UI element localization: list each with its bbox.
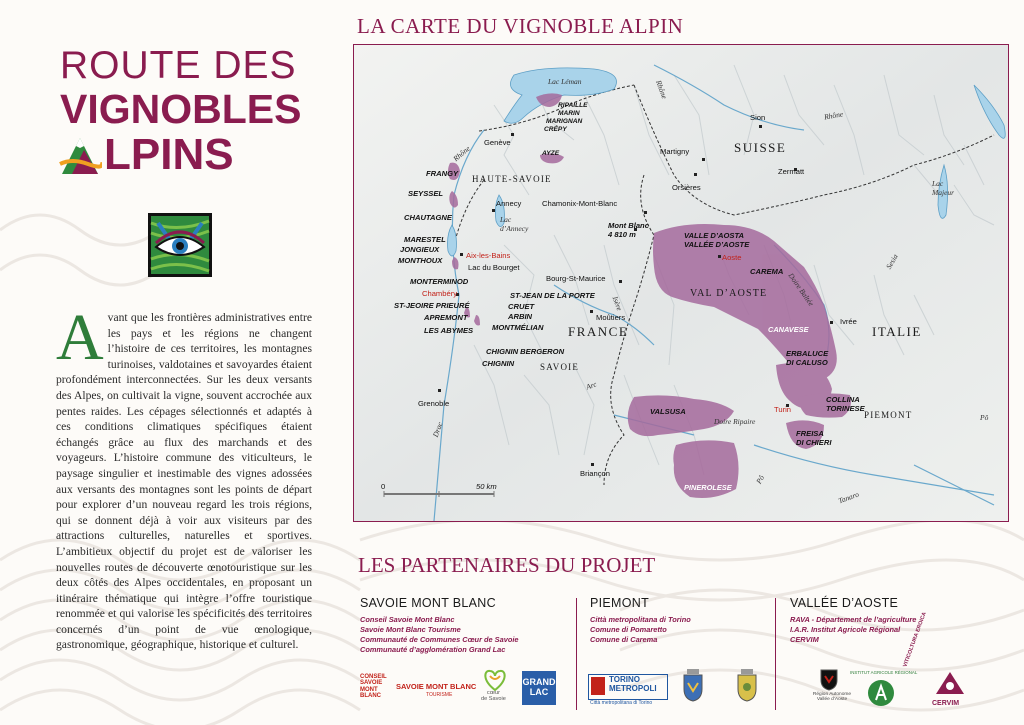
river-po-2: Pô xyxy=(754,473,767,486)
town-martigny: Martigny xyxy=(660,147,690,156)
region-savoie: SAVOIE xyxy=(540,362,580,372)
iar-logo-icon xyxy=(866,678,896,708)
wine-chignin: CHIGNIN xyxy=(482,359,515,368)
partner-item: Comune di Pomaretto xyxy=(590,625,667,634)
region-france: FRANCE xyxy=(568,324,629,339)
town-annecy: Annecy xyxy=(496,199,522,208)
carema-crest-icon xyxy=(734,667,760,703)
wine-erbaluce: ERBALUCE DI CALUSO xyxy=(786,349,829,367)
wine-chautagne: CHAUTAGNE xyxy=(404,213,452,222)
logo-viticoltura-eroica: VITICOLTURA EROICA xyxy=(902,611,928,668)
pomaretto-crest-icon xyxy=(680,667,706,703)
title-line-2: VIGNOBLES xyxy=(60,86,302,132)
wine-st-jeoire-prieure: ST-JEOIRE PRIEURÉ xyxy=(394,301,470,310)
river-po-1: Pô xyxy=(980,413,989,422)
title-line-3: LPINS xyxy=(104,130,234,179)
town-chamonix: Chamonix-Mont-Blanc xyxy=(542,199,618,208)
logo-grand-lac: GRAND LAC xyxy=(522,671,556,705)
town-turin: Turin xyxy=(774,405,792,414)
wine-canavese: CANAVESE xyxy=(768,325,809,334)
logo-region-vallee-aoste: Région Autonome Vallée d’Aoste xyxy=(812,692,852,703)
wine-jongieux: JONGIEUX xyxy=(400,245,440,254)
wine-arbin: ARBIN xyxy=(508,312,533,321)
river-doire-baltee: Doire Baltée xyxy=(786,271,816,308)
region-val-daoste: VAL D’AOSTE xyxy=(690,288,768,299)
wine-marignan: MARIGNAN xyxy=(546,118,583,125)
wine-pinerolese: PINEROLESE xyxy=(684,483,732,492)
logo-torino-metropoli xyxy=(588,674,668,700)
logo-coeur-de-savoie: cœur de Savoie xyxy=(481,690,506,702)
wine-marestel: MARESTEL xyxy=(404,235,446,244)
region-suisse: SUISSE xyxy=(734,140,787,155)
wine-st-jean-de-la-porte: ST-JEAN DE LA PORTE xyxy=(510,291,595,300)
wine-chignin-bergeron: CHIGNIN BERGERON xyxy=(486,347,565,356)
partner-item: CERVIM xyxy=(790,635,819,644)
wine-monterminod: MONTERMINOD xyxy=(410,277,469,286)
wine-frangy: FRANGY xyxy=(426,169,459,178)
scale-50km: 50 km xyxy=(476,482,497,491)
river-tanaro: Tanaro xyxy=(837,489,861,506)
eye-logo-icon xyxy=(148,213,212,277)
wine-vallee-aosta: VALLE D’AOSTA VALLÉE D’AOSTE xyxy=(684,231,750,249)
partners-divider-2 xyxy=(775,598,776,710)
town-ivree: Ivrée xyxy=(840,317,857,326)
logo-conseil-savoie-mont-blanc: CONSEIL SAVOIE MONT BLANC xyxy=(360,674,387,700)
torino-metropoli-label: TORINO METROPOLI xyxy=(609,675,657,693)
vallee-aoste-crest-icon xyxy=(818,666,840,692)
partner-item: I.A.R. Institut Agricole Régional xyxy=(790,625,901,634)
town-bourg-st-maurice: Bourg-St-Maurice xyxy=(546,274,606,283)
logo-savoie-mont-blanc-tourisme: SAVOIE MONT BLANC xyxy=(396,682,477,691)
town-chambery: Chambéry xyxy=(422,289,458,298)
intro-text xyxy=(56,301,312,653)
town-sion: Sion xyxy=(750,113,766,122)
partner-item: Comune di Carema xyxy=(590,635,658,644)
lake-leman-label: Lac Léman xyxy=(548,77,582,86)
lake-majeur-label: Lac Majeur xyxy=(932,179,955,197)
torino-shield-icon xyxy=(591,677,605,695)
scale-zero: 0 xyxy=(381,482,386,491)
partners-piemont xyxy=(590,596,691,645)
partners-savoie-heading: SAVOIE MONT BLANC xyxy=(360,596,496,610)
mont-blanc-label: Mont Blanc 4 810 m xyxy=(608,221,649,239)
mountain-logo-icon xyxy=(58,134,102,178)
town-briancon: Briançon xyxy=(580,469,610,478)
river-drac: Drac xyxy=(430,420,445,439)
alpine-vineyard-map xyxy=(353,44,1009,522)
logo-smb-tourisme-sub: TOURISME xyxy=(426,692,453,698)
region-italie: ITALIE xyxy=(872,324,922,339)
partners-piemont-heading: PIEMONT xyxy=(590,596,650,610)
heart-logo-icon xyxy=(480,668,510,692)
logo-iar-label: INSTITUT AGRICOLE RÉGIONAL xyxy=(850,670,918,675)
wine-ripaille: RIPAILLE xyxy=(558,102,588,109)
wine-marin: MARIN xyxy=(558,110,580,117)
wine-crepy: CRÉPY xyxy=(544,126,567,133)
partners-divider-1 xyxy=(576,598,577,710)
lake-bourget-label: Lac du Bourget xyxy=(468,263,520,272)
wine-seyssel: SEYSSEL xyxy=(408,189,444,198)
title-line-1: ROUTE DES xyxy=(60,44,297,87)
river-rhone-3: Rhône xyxy=(823,109,844,122)
wine-carema: CAREMA xyxy=(750,267,784,276)
town-geneve: Genève xyxy=(484,138,511,147)
partner-item: Città metropolitana di Torino xyxy=(590,615,691,624)
partner-item: RAVA - Département de l’agriculture xyxy=(790,615,917,624)
partners-aoste xyxy=(790,596,916,645)
town-orsieres: Orsières xyxy=(672,183,701,192)
logo-cervim: CERVIM xyxy=(932,700,960,707)
partner-item: Communauté de Communes Cœur de Savoie xyxy=(360,635,519,644)
town-aoste: Aoste xyxy=(722,253,742,262)
wine-freisa-di-chieri: FREISA DI CHIERI xyxy=(796,429,832,447)
cervim-logo-icon xyxy=(930,668,970,698)
map-title: LA CARTE DU VIGNOBLE ALPIN xyxy=(357,14,684,38)
wine-ayze: AYZE xyxy=(542,150,560,157)
town-grenoble: Grenoble xyxy=(418,399,450,408)
town-aix-les-bains: Aix-les-Bains xyxy=(466,251,511,260)
wine-les-abymes: LES ABYMES xyxy=(424,326,474,335)
torino-metropoli-sub: Città metropolitana di Torino xyxy=(590,700,653,706)
partner-item: Communauté d’agglomération Grand Lac xyxy=(360,645,506,654)
wine-apremont: APREMONT xyxy=(424,313,468,322)
wine-collina-torinese: COLLINA TORINESE xyxy=(826,395,865,413)
intro-body: vant que les frontières administratives entre les pays et les régions ne changent l’histoire de ces territoires, les montagnes turinoises, valdotaines et savoyardes étaient profondément interconnectées. Sur les deux versants des Alpes, on cultivait la vigne, souvent accrochée aux pentes raides. Les cépages sélectionnés et adaptés à ces conditions climatiques spécifiques étaient échangés grâce au flux des marchands et des voyageurs. L’histoire commune des viticulteurs, le paysage singulier et inestimable des vignes adossées aux versants des montagnes sont les points de départ pour explorer d’un nouveau regard les trois régions, qui se donnent déjà à voir aux visiteurs par des attractions culturelles, naturelles et sportives. L’ambitieux objectif du projet est de valoriser les nouvelles routes de découverte œnotouristique sur les deux côtés des Alpes occidentales, en proposant un itinéraire thématique qui intègre l’offre touristique renommée et qui valorise les spécificités des territoires concernés d’un point de vue œnologique, gastronomique, géographique, historique et culturel. xyxy=(56,311,312,652)
lake-annecy-label: Lac d’Annecy xyxy=(500,215,529,233)
town-moutiers: Moûtiers xyxy=(596,313,626,322)
river-arc: Arc xyxy=(584,379,598,392)
partner-item: Savoie Mont Blanc Tourisme xyxy=(360,625,461,634)
river-sesia: Sesia xyxy=(884,252,900,271)
partners-aoste-heading: VALLÉE D’AOSTE xyxy=(790,596,899,610)
river-isere: Isère xyxy=(610,295,625,312)
wine-monthoux: MONTHOUX xyxy=(398,256,443,265)
partners-savoie xyxy=(360,596,519,655)
town-zermatt: Zermatt xyxy=(778,167,805,176)
wine-montmelian: MONTMÉLIAN xyxy=(492,323,544,332)
partners-title: LES PARTENAIRES DU PROJET xyxy=(358,553,656,577)
wine-valsusa: VALSUSA xyxy=(650,407,686,416)
region-piemont: PIEMONT xyxy=(864,410,913,420)
region-haute-savoie: HAUTE-SAVOIE xyxy=(472,174,552,184)
left-column xyxy=(0,0,340,725)
river-rhone-1: Rhône xyxy=(654,78,670,101)
wine-cruet: CRUET xyxy=(508,302,535,311)
intro-dropcap: A xyxy=(56,301,104,374)
river-doire-ripaire: Doire Ripaire xyxy=(714,417,756,426)
partner-item: Conseil Savoie Mont Blanc xyxy=(360,615,455,624)
river-rhone-2: Rhône xyxy=(451,143,472,164)
